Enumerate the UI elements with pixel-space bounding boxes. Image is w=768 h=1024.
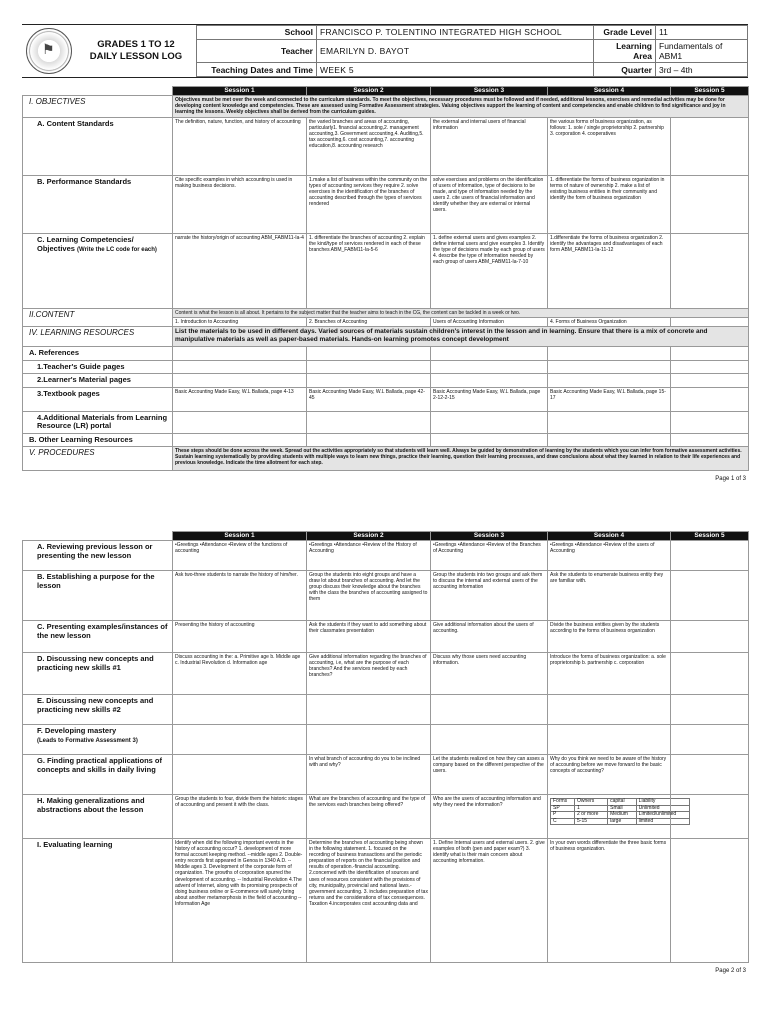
procedure-cell: •Greetings •Attendance •Review of the functions of accounting bbox=[173, 541, 307, 571]
session-header-row bbox=[23, 87, 749, 96]
competencies-label: C. Learning Competencies/ Objectives (Write the LC code for each) bbox=[23, 234, 173, 309]
procedure-c-label: C. Presenting examples/instances of the new lesson bbox=[23, 621, 173, 653]
session-5-header: Session 5 bbox=[671, 87, 749, 96]
procedure-cell bbox=[671, 541, 749, 571]
page-number: Page 1 of 3 bbox=[715, 476, 746, 483]
other-resources-label: B. Other Learning Resources bbox=[23, 433, 173, 447]
procedure-cell: Presenting the history of accounting bbox=[173, 621, 307, 653]
content-standards-cell: the varied branches and areas of accounting, particularly1. financial accounting,2. management accounting,3. Government accounting,4. Auditing,5. tax accounting,6. cost accounting,7. accounting education,8. accounting research bbox=[307, 118, 431, 176]
performance-standards-label: B. Performance Standards bbox=[23, 176, 173, 234]
procedure-cell: Group the students into two groups and ask them to discuss the internal and external users of the accounting information bbox=[431, 571, 548, 621]
grade-label: Grade Level bbox=[594, 26, 656, 40]
procedure-cell: Why do you think we need to be aware of the history of accounting before we move forward to the basic concepts of accounting? bbox=[548, 755, 671, 795]
procedure-cell: Ask the students if they want to add something about their classmates presentation bbox=[307, 621, 431, 653]
procedure-cell: •Greetings •Attendance •Review of the Branches of Accounting bbox=[431, 541, 548, 571]
session-2-header: Session 2 bbox=[307, 532, 431, 541]
competencies-cell: 1. define external users and gives examples 2. define internal users and give examples 3. Identify the type of decisions made by each group of users 4. describe the type of information needed by each group of users ABM_FABM11-Ia-7-10 bbox=[431, 234, 548, 309]
area-value: Fundamentals of ABM1 bbox=[656, 39, 748, 63]
session-1-header: Session 1 bbox=[173, 87, 307, 96]
content-cell bbox=[671, 318, 749, 327]
content-cell: 2. Branches of Accounting bbox=[307, 318, 431, 327]
procedure-cell: Give additional information about the users of accounting. bbox=[431, 621, 548, 653]
header-info-table bbox=[196, 25, 748, 77]
procedures-note: These steps should be done across the week. Spread out the activities appropriately so that students will learn well. Always be guided by demonstration of learning by the students which you can infer from formative assessment activities. Sustain learning systematically by providing students with multiple ways to learn new things, practice their learning, question their learning processes, and draw conclusions about what they learned in relation to their life experiences and previous knowledge. Indicate the time allotment for each step. bbox=[173, 447, 749, 471]
page-2 bbox=[22, 531, 748, 974]
session-4-header: Session 4 bbox=[548, 87, 671, 96]
procedure-c-row bbox=[23, 621, 749, 653]
procedure-f-label: F. Developing mastery (Leads to Formative Assessment 3) bbox=[23, 725, 173, 755]
textbook-cell bbox=[671, 387, 749, 411]
procedures-table bbox=[22, 531, 749, 963]
performance-standards-cell: solve exercises and problems on the identification of users of information, type of decisions to be made, and type of information needed by the users 2. cite users of financial information and identify whether they are external or internal users. bbox=[431, 176, 548, 234]
procedure-cell: •Greetings •Attendance •Review of the History of Accounting bbox=[307, 541, 431, 571]
dates-label: Teaching Dates and Time bbox=[197, 63, 317, 77]
competencies-cell: 1.differentiate the forms of business organization 2. identify the advantages and disadvantages of each form ABM_FABM11-Ia-11-12 bbox=[548, 234, 671, 309]
procedure-e-label: E. Discussing new concepts and practicing new skills #2 bbox=[23, 695, 173, 725]
procedure-i-label: I. Evaluating learning bbox=[23, 839, 173, 963]
procedure-cell: Give additional information regarding the branches of accounting, i.e, what are the purpose of each branches? And the services needed by each branches? bbox=[307, 653, 431, 695]
textbook-cell: Basic Accounting Made Easy, W.L Ballada, page 42-45 bbox=[307, 387, 431, 411]
quarter-value: 3rd – 4th bbox=[656, 63, 748, 77]
teacher-label: Teacher bbox=[197, 39, 317, 63]
grade-value: 11 bbox=[656, 26, 748, 40]
procedure-cell: •Greetings •Attendance •Review of the users of Accounting bbox=[548, 541, 671, 571]
page-1 bbox=[22, 24, 748, 482]
procedure-cell bbox=[671, 621, 749, 653]
procedure-cell bbox=[671, 653, 749, 695]
procedure-e-row bbox=[23, 695, 749, 725]
session-3-header: Session 3 bbox=[431, 532, 548, 541]
textbook-cell: Basic Accounting Made Easy, W.L Ballada, page 15-17 bbox=[548, 387, 671, 411]
procedure-cell bbox=[671, 795, 749, 839]
procedure-h-label: H. Making generalizations and abstractions about the lesson bbox=[23, 795, 173, 839]
procedure-cell: Discuss accounting in the: a. Primitive age b. Middle age c. Industrial Revolution d. Information age bbox=[173, 653, 307, 695]
procedure-b-label: B. Establishing a purpose for the lesson bbox=[23, 571, 173, 621]
performance-standards-row bbox=[23, 176, 749, 234]
procedure-d-row bbox=[23, 653, 749, 695]
procedure-g-row bbox=[23, 755, 749, 795]
performance-standards-cell: 1. differentiate the forms of business organization in terms of nature of ownership 2. make a list of existing business entities in their community and identify the form of business organization bbox=[548, 176, 671, 234]
content-label: II.CONTENT bbox=[23, 309, 173, 327]
content-standards-cell bbox=[671, 118, 749, 176]
procedure-i-row bbox=[23, 839, 749, 963]
procedure-cell: 1. Define Internal users and external users. 2. give examples of both (pen and paper exam?) 3. identify what is their main concern about accounting information. bbox=[431, 839, 548, 963]
objectives-label: I. OBJECTIVES bbox=[23, 96, 173, 118]
lr-portal-label: 4.Additional Materials from Learning Resource (LR) portal bbox=[23, 411, 173, 433]
session-2-header: Session 2 bbox=[307, 87, 431, 96]
content-cell: Users of Accounting Information bbox=[431, 318, 548, 327]
content-note: Content is what the lesson is all about. It pertains to the subject matter that the teacher aims to teach in the CG, the content can be tackled in a week or two. bbox=[173, 309, 749, 318]
content-standards-row bbox=[23, 118, 749, 176]
objectives-note: Objectives must be met over the week and connected to the curriculum standards. To meet the objectives, necessary procedures must be followed and if needed, additional lessons, exercises and remedial activities may be done for developing content knowledge and competencies. These are assessed using Formative Assessment strategies. Valuing objectives support the learning of content and competencies and enable children to find significance and joy in learning the lessons. Weekly objectives shall be derived from the curriculum guides. bbox=[173, 96, 749, 118]
procedure-cell: Let the students realized on how they can asses a company based on the different perspective of the users. bbox=[431, 755, 548, 795]
procedure-cell bbox=[671, 839, 749, 963]
session-3-header: Session 3 bbox=[431, 87, 548, 96]
page-number: Page 2 of 3 bbox=[715, 968, 746, 974]
procedure-h-row bbox=[23, 795, 749, 839]
procedure-cell: Group the students into eight groups and have a draw lot about branches of accounting. And let the group discuss their knowledge about the branches with the class the branches of accounting assigned to them bbox=[307, 571, 431, 621]
content-cell: 1. Introduction to Accounting bbox=[173, 318, 307, 327]
procedure-a-row bbox=[23, 541, 749, 571]
teachers-guide-label: 1.Teacher's Guide pages bbox=[23, 360, 173, 374]
deped-seal-icon bbox=[26, 28, 72, 74]
textbook-row bbox=[23, 387, 749, 411]
procedure-cell: Ask two-three students to narrate the history of him/her. bbox=[173, 571, 307, 621]
session-5-header: Session 5 bbox=[671, 532, 749, 541]
textbook-cell: Basic Accounting Made Easy, W.L Ballada, page 2-12-2-15 bbox=[431, 387, 548, 411]
area-label: Learning Area bbox=[594, 39, 656, 63]
content-standards-cell: The definition, nature, function, and history of accounting bbox=[173, 118, 307, 176]
competencies-row bbox=[23, 234, 749, 309]
session-4-header: Session 4 bbox=[548, 532, 671, 541]
resources-note: List the materials to be used in different days. Varied sources of materials sustain children's interest in the lesson and in learning. Ensure that there is a mix of concrete and manipulative materials as well as paper-based materials. Hands-on learning promotes concept development bbox=[173, 327, 749, 347]
content-standards-cell: the external and internal users of financial information bbox=[431, 118, 548, 176]
performance-standards-cell: 1.make a list of business within the community on the types of accounting services they require 2. solve exercises in the identification of the branches of accounting described through the types of services rendered bbox=[307, 176, 431, 234]
procedure-d-label: D. Discussing new concepts and practicing new skills #1 bbox=[23, 653, 173, 695]
procedure-cell: In what branch of accounting do you to be inclined with and why? bbox=[307, 755, 431, 795]
procedure-cell: Ask the students to enumerate business entity they are familiar with. bbox=[548, 571, 671, 621]
textbook-label: 3.Textbook pages bbox=[23, 387, 173, 411]
learners-material-label: 2.Learner's Material pages bbox=[23, 374, 173, 388]
performance-standards-cell bbox=[671, 176, 749, 234]
dates-value: WEEK 5 bbox=[317, 63, 594, 77]
performance-standards-cell: Cite specific examples in which accounting is used in making business decisions. bbox=[173, 176, 307, 234]
content-standards-cell: the various forms of business organization, as follows: 1. sole / single proprietorship 2. partnership 3. corporation 4. cooperatives bbox=[548, 118, 671, 176]
procedure-cell bbox=[548, 795, 677, 839]
procedure-f-row bbox=[23, 725, 749, 755]
procedure-cell bbox=[671, 571, 749, 621]
procedure-cell: Group the students to four, divide them the historic stages of accounting and present it with the class. bbox=[173, 795, 307, 839]
procedure-cell: Identify when did the following important events in the history of accounting occur? 1. development of more formal account keeping method. --middle ages 2. Double-entry records first appeared in Genoa in 1340 A.D. --Middle ages 3. Development of the corporate form of organization. The growths of corporation spurred the development of accounting. -- Industrial Revolution 4.The advent of Internet, along with its promising prospects of doing business online or E-commerce will surely bring about another metamorphosis in the field of accounting --Information Age bbox=[173, 839, 307, 963]
objectives-table bbox=[22, 86, 749, 471]
procedure-g-label: G. Finding practical applications of concepts and skills in daily living bbox=[23, 755, 173, 795]
competencies-cell: narrate the history/origin of accounting ABM_FABM11-Ia-4 bbox=[173, 234, 307, 309]
textbook-cell: Basic Accounting Made Easy, W.L Ballada, page 4-13 bbox=[173, 387, 307, 411]
procedure-b-row bbox=[23, 571, 749, 621]
lesson-log-header bbox=[22, 24, 748, 78]
procedure-cell: Who are the users of accounting information and why they need the information? bbox=[431, 795, 548, 839]
procedure-cell: In your own words differentiate the three basic forms of business organization. bbox=[548, 839, 671, 963]
forms-comparison-table: Forms Owners capital Liability SP 1 Small Unlimited P 2 or more Medium Limited/unlimited C 5-15 large limited bbox=[550, 798, 690, 825]
procedure-cell bbox=[671, 755, 749, 795]
references-label: A. References bbox=[23, 347, 173, 361]
quarter-label: Quarter bbox=[594, 63, 656, 77]
competencies-cell bbox=[671, 234, 749, 309]
content-cell: 4. Forms of Business Organization bbox=[548, 318, 671, 327]
session-header-row bbox=[23, 532, 749, 541]
school-label: School bbox=[197, 26, 317, 40]
procedure-cell: What are the branches of accounting and the type of the services each branches being offered? bbox=[307, 795, 431, 839]
procedures-label: V. PROCEDURES bbox=[23, 447, 173, 471]
procedure-cell: Introduce the forms of business organization: a. sole proprietorship b. partnership c. corporation bbox=[548, 653, 671, 695]
document-title: GRADES 1 TO 12 DAILY LESSON LOG bbox=[89, 39, 183, 62]
competencies-cell: 1. differentiate the branches of accounting 2. explain the kind/type of services rendered in each of these branches ABM_FABM11-Ia-5-6 bbox=[307, 234, 431, 309]
procedure-cell: Determine the branches of accounting being shown in the following statement. 1. focused on the recording of business transactions and the periodic preparation of reports on the financial position and results of operation.-financial accounting. 2.concerned with the identification of sources and uses of resources consistent with the provisions of city, municipality, provincial and national laws.-government accounting. 3. includes preparation of tax returns and the considerations of tax consequences. Taxation 4.incorporates cost accounting data and bbox=[307, 839, 431, 963]
procedure-cell: Divide the business entities given by the students according to the forms of business organization bbox=[548, 621, 671, 653]
procedure-cell bbox=[173, 755, 307, 795]
procedure-a-label: A. Reviewing previous lesson or presenting the new lesson bbox=[23, 541, 173, 571]
teacher-value: EMARILYN D. BAYOT bbox=[317, 39, 594, 63]
content-standards-label: A. Content Standards bbox=[23, 118, 173, 176]
school-value: FRANCISCO P. TOLENTINO INTEGRATED HIGH SCHOOL bbox=[317, 26, 594, 40]
session-1-header: Session 1 bbox=[173, 532, 307, 541]
procedure-cell: Discuss why those users need accounting information. bbox=[431, 653, 548, 695]
resources-label: IV. LEARNING RESOURCES bbox=[23, 327, 173, 347]
